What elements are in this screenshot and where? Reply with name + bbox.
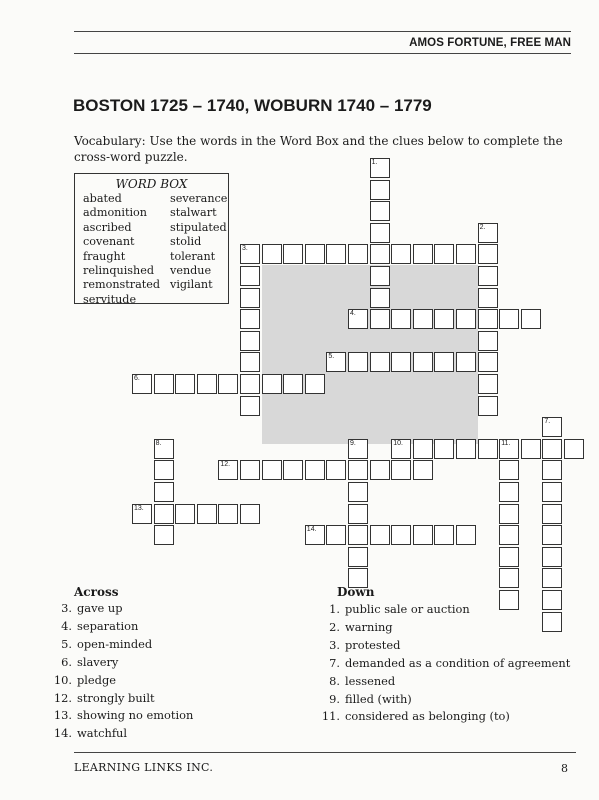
- grid-cell[interactable]: [434, 525, 454, 545]
- grid-cell[interactable]: [499, 482, 519, 502]
- grid-cell[interactable]: [478, 309, 498, 329]
- footer-rule: [74, 752, 576, 753]
- grid-cell[interactable]: [478, 266, 498, 286]
- grid-cell[interactable]: [521, 309, 541, 329]
- grid-cell[interactable]: [305, 244, 325, 264]
- word-box-word: stipulated: [170, 220, 227, 234]
- grid-cell[interactable]: [478, 331, 498, 351]
- grid-cell[interactable]: [542, 547, 562, 567]
- grid-cell[interactable]: [240, 460, 260, 480]
- grid-cell[interactable]: [478, 439, 498, 459]
- grid-cell[interactable]: [391, 525, 411, 545]
- word-box-word: covenant: [83, 235, 135, 249]
- clue-number: 4.: [61, 618, 72, 633]
- clue-number-label: 6.: [134, 375, 140, 382]
- clue-text: lessened: [345, 673, 396, 688]
- clue-text: public sale or auction: [345, 602, 470, 616]
- grid-cell[interactable]: [283, 244, 303, 264]
- grid-cell[interactable]: [262, 460, 282, 480]
- grid-cell[interactable]: [348, 460, 368, 480]
- clue-text: separation: [77, 618, 139, 633]
- clue-text: slavery: [77, 654, 119, 669]
- word-box-word: ascribed: [83, 220, 132, 234]
- grid-cell[interactable]: [542, 482, 562, 502]
- clue-number-label: 1.: [371, 159, 378, 166]
- word-box-word: vendue: [170, 264, 212, 278]
- clue-number-label: 10.: [393, 439, 403, 447]
- grid-cell[interactable]: [348, 244, 368, 264]
- clue-number: 6.: [61, 654, 72, 669]
- word-box-word: abated: [83, 192, 122, 205]
- clue-number: 1.: [329, 602, 340, 616]
- word-box-word: stalwart: [170, 206, 217, 220]
- grid-cell[interactable]: [326, 525, 346, 545]
- clue-item: [50, 725, 193, 743]
- grid-cell[interactable]: [262, 244, 282, 264]
- clue-number-label: 12.: [220, 461, 231, 469]
- word-box-word: stolid: [170, 235, 202, 249]
- grid-cell[interactable]: [542, 568, 562, 588]
- grid-cell[interactable]: [370, 525, 390, 545]
- clue-text: showing no emotion: [77, 708, 194, 723]
- word-box-word: tolerant: [170, 249, 216, 263]
- grid-cell[interactable]: [391, 460, 411, 480]
- grid-cell[interactable]: [413, 309, 433, 329]
- grid-cell[interactable]: [348, 504, 368, 524]
- grid-cell[interactable]: [240, 352, 260, 372]
- book-title: AMOS FORTUNE, FREE MAN: [409, 37, 571, 49]
- grid-cell[interactable]: [305, 460, 325, 480]
- clue-number-label: 8.: [155, 439, 162, 447]
- word-box-title: WORD BOX: [115, 177, 188, 191]
- clue-number-label: 13.: [134, 504, 144, 512]
- clue-item: [318, 708, 570, 726]
- clue-text: warning: [345, 619, 393, 634]
- grid-cell[interactable]: [391, 309, 411, 329]
- grid-cell[interactable]: [413, 352, 433, 372]
- header-rule-top: [74, 31, 571, 32]
- word-box-word: fraught: [83, 249, 126, 263]
- grid-cell[interactable]: [456, 439, 476, 459]
- grid-cell[interactable]: [391, 244, 411, 264]
- clue-item: [50, 672, 193, 690]
- grid-cell[interactable]: [240, 288, 260, 308]
- grid-cell[interactable]: [240, 331, 260, 351]
- clue-number: 5.: [61, 636, 72, 651]
- grid-cell[interactable]: [499, 504, 519, 524]
- clue-number-label: 11.: [501, 439, 511, 447]
- grid-cell[interactable]: [197, 374, 217, 394]
- clue-number: 10.: [53, 672, 72, 687]
- grid-cell[interactable]: [499, 460, 519, 480]
- grid-cell[interactable]: [521, 439, 541, 459]
- clue-item: [50, 636, 193, 654]
- grid-cell[interactable]: [283, 460, 303, 480]
- clue-number: 13.: [53, 708, 72, 723]
- grid-cell[interactable]: [240, 504, 260, 524]
- grid-cell[interactable]: [370, 201, 390, 221]
- word-box-word: vigilant: [170, 278, 213, 292]
- grid-cell[interactable]: [240, 266, 260, 286]
- grid-cell[interactable]: [456, 352, 476, 372]
- grid-cell[interactable]: [154, 374, 174, 394]
- grid-cell[interactable]: [348, 547, 368, 567]
- grid-cell[interactable]: [370, 180, 390, 200]
- header-rule-bottom: [74, 53, 571, 54]
- instructions: Vocabulary: Use the words in the Word Box and the clues below to complete the cross-word puzzle.: [74, 134, 563, 164]
- grid-cell[interactable]: [434, 352, 454, 372]
- clue-text: pledge: [77, 672, 116, 687]
- clue-item: [318, 673, 570, 691]
- grid-cell[interactable]: [197, 504, 217, 524]
- grid-cell[interactable]: [478, 352, 498, 372]
- grid-cell[interactable]: [283, 374, 303, 394]
- clue-number-label: 2.: [479, 223, 486, 231]
- word-box-word: relinquished: [83, 264, 155, 278]
- clue-number-label: 7.: [544, 418, 551, 426]
- grid-cell[interactable]: [348, 525, 368, 545]
- grid-cell[interactable]: [154, 460, 174, 480]
- publisher: LEARNING LINKS INC.: [74, 761, 214, 774]
- word-box-word: servitude: [83, 292, 137, 306]
- across-heading: Across: [74, 585, 119, 599]
- clue-text: gave up: [77, 601, 123, 615]
- grid-cell[interactable]: [478, 288, 498, 308]
- grid-cell[interactable]: [348, 482, 368, 502]
- clue-text: considered as belonging (to): [345, 709, 510, 724]
- grid-cell[interactable]: [478, 374, 498, 394]
- word-box: [74, 173, 229, 304]
- grid-cell[interactable]: [413, 244, 433, 264]
- grid-cell[interactable]: [370, 352, 390, 372]
- clue-number: 14.: [53, 726, 72, 741]
- clue-text: protested: [345, 637, 401, 652]
- grid-cell[interactable]: [370, 460, 390, 480]
- grid-cell[interactable]: [499, 525, 519, 545]
- grid-cell[interactable]: [370, 266, 390, 286]
- grid-cell[interactable]: [434, 439, 454, 459]
- grid-cell[interactable]: [434, 309, 454, 329]
- grid-cell[interactable]: [370, 309, 390, 329]
- grid-cell[interactable]: [240, 309, 260, 329]
- clue-number: 12.: [53, 690, 72, 705]
- grid-cell[interactable]: [478, 396, 498, 416]
- grid-cell[interactable]: [391, 352, 411, 372]
- clue-text: strongly built: [77, 690, 155, 705]
- clue-number-label: 14.: [306, 526, 317, 534]
- grid-cell[interactable]: [542, 504, 562, 524]
- grid-cell[interactable]: [564, 439, 584, 459]
- grid-cell[interactable]: [456, 244, 476, 264]
- grid-cell[interactable]: [154, 525, 174, 545]
- grid-cell[interactable]: [218, 504, 238, 524]
- grid-cell[interactable]: [218, 374, 238, 394]
- grid-cell[interactable]: [154, 504, 174, 524]
- grid-cell[interactable]: [370, 288, 390, 308]
- word-box-column-2: [170, 192, 227, 293]
- clue-text: watchful: [77, 726, 128, 741]
- word-box-word: remonstrated: [83, 278, 161, 292]
- grid-cell[interactable]: [305, 374, 325, 394]
- section-title: BOSTON 1725 – 1740, WOBURN 1740 – 1779: [73, 96, 432, 115]
- grid-cell[interactable]: [370, 223, 390, 243]
- clue-number: 8.: [329, 673, 340, 688]
- clue-number: 3.: [61, 601, 72, 615]
- grid-cell[interactable]: [499, 547, 519, 567]
- down-heading: Down: [337, 585, 375, 599]
- word-box-column-1: [83, 192, 160, 307]
- grid-cell[interactable]: [413, 460, 433, 480]
- grid-cell[interactable]: [413, 525, 433, 545]
- grid-cell[interactable]: [542, 460, 562, 480]
- grid-cell[interactable]: [499, 568, 519, 588]
- clue-number-label: 3.: [242, 245, 248, 253]
- word-box-word: admonition: [83, 206, 147, 220]
- clue-number: 7.: [329, 655, 340, 670]
- grid-cell[interactable]: [499, 309, 519, 329]
- grid-cell[interactable]: [175, 374, 195, 394]
- clue-item: [318, 637, 570, 655]
- word-box-word: severance: [170, 192, 228, 205]
- grid-cell[interactable]: [542, 525, 562, 545]
- grid-cell[interactable]: [154, 482, 174, 502]
- clue-item: [50, 690, 193, 708]
- across-clues: [50, 600, 193, 743]
- clue-item: [318, 619, 570, 637]
- grid-cell[interactable]: [370, 244, 390, 264]
- clue-number: 11.: [321, 709, 340, 724]
- grid-cell[interactable]: [240, 374, 260, 394]
- clue-item: [50, 600, 193, 618]
- grid-cell[interactable]: [542, 439, 562, 459]
- clue-item: [50, 707, 193, 725]
- grid-cell[interactable]: [326, 244, 346, 264]
- grid-cell[interactable]: [240, 396, 260, 416]
- down-clues: [318, 601, 570, 726]
- clue-number: 3.: [329, 637, 340, 652]
- clue-item: [318, 655, 570, 673]
- grid-cell[interactable]: [434, 244, 454, 264]
- clue-text: demanded as a condition of agreement: [345, 655, 571, 670]
- clue-text: filled (with): [345, 691, 412, 706]
- grid-cell[interactable]: [326, 460, 346, 480]
- grid-cell[interactable]: [175, 504, 195, 524]
- clue-number-label: 4.: [350, 310, 356, 318]
- grid-cell[interactable]: [348, 352, 368, 372]
- clue-number: 2.: [329, 619, 340, 634]
- grid-cell[interactable]: [413, 439, 433, 459]
- clue-item: [50, 618, 193, 636]
- clue-item: [50, 654, 193, 672]
- clue-number-label: 5.: [328, 353, 335, 361]
- grid-cell[interactable]: [456, 309, 476, 329]
- clue-number-label: 9.: [350, 439, 356, 447]
- page-number: 8: [561, 762, 568, 775]
- clue-item: [318, 601, 570, 619]
- clue-text: open-minded: [77, 636, 153, 651]
- clue-number: 9.: [329, 691, 340, 706]
- grid-cell[interactable]: [262, 374, 282, 394]
- clue-item: [318, 691, 570, 709]
- grid-cell[interactable]: [456, 525, 476, 545]
- grid-cell[interactable]: [478, 244, 498, 264]
